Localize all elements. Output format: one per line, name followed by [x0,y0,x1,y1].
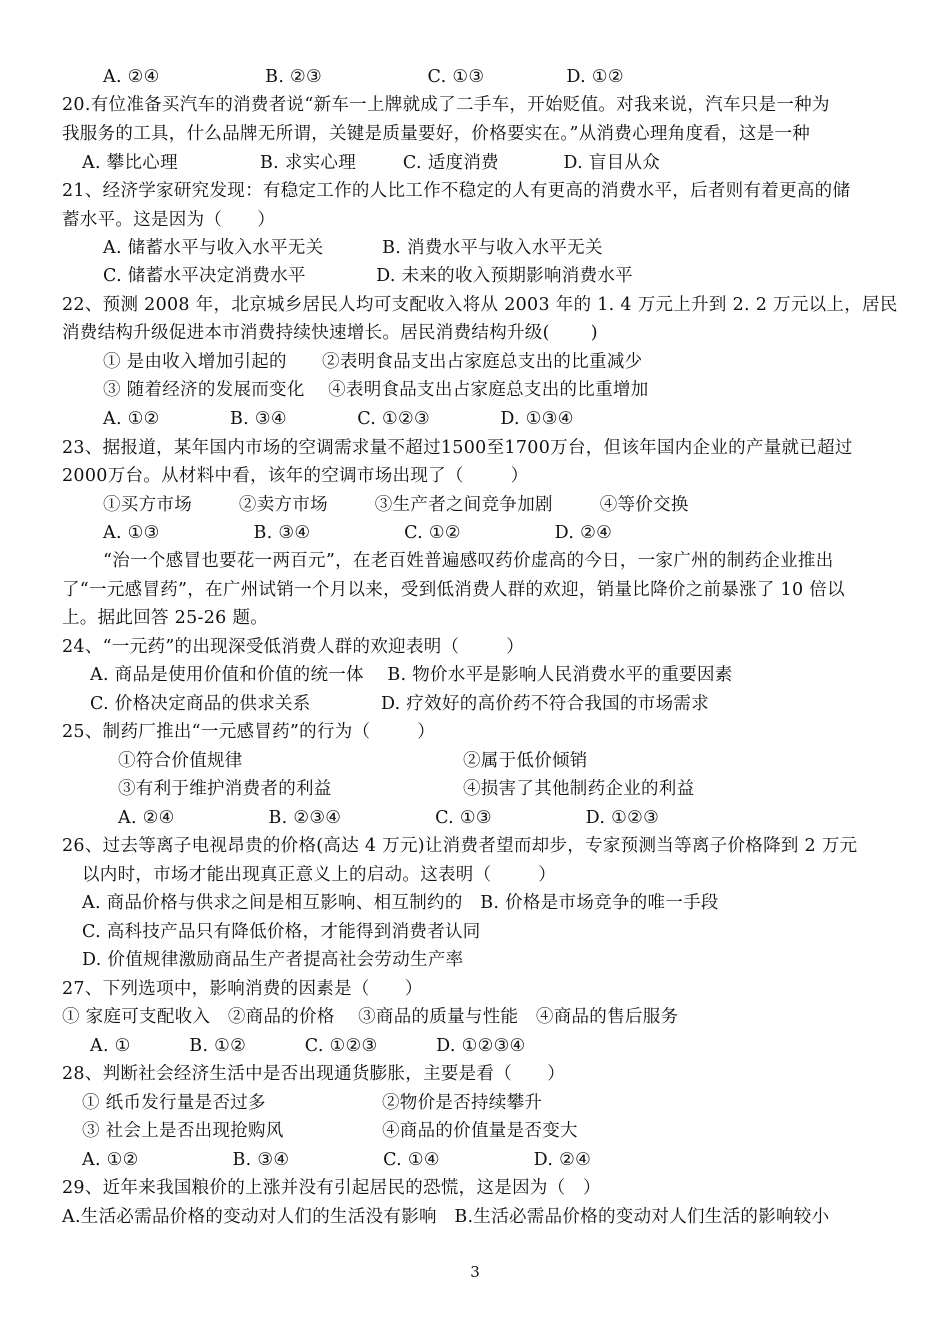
q25-statement-1: ①符合价值规律 [118,751,243,771]
q28-stem: 28、判断社会经济生活中是否出现通货膨胀，主要是看（ ） [62,1064,566,1084]
material-line1: “治一个感冒也要花一两百元”，在老百姓普遍感叹药价虚高的今日，一家广州的制药企业推出 [103,551,834,571]
q28-statement-4: ④商品的价值量是否变大 [382,1121,578,1141]
q25-statement-2: ②属于低价倾销 [463,751,588,771]
q26-options-ab: A. 商品价格与供求之间是相互影响、相互制约的 B. 价格是市场竞争的唯一手段 [82,893,719,913]
q24-options-cd: C. 价格决定商品的供求关系 D. 疗效好的高价药不符合我国的市场需求 [90,694,709,714]
q28-statement-3: ③ 社会上是否出现抢购风 [82,1121,284,1141]
q26-option-c: C. 高科技产品只有降低价格，才能得到消费者认同 [82,922,481,942]
material-line3: 上。据此回答 25-26 题。 [62,608,269,628]
q22-options: A. ①② B. ③④ C. ①②③ D. ①③④ [103,409,574,429]
q20-stem-line1: 20.有位准备买汽车的消费者说“新车一上牌就成了二手车，开始贬值。对我来说，汽车只是一种为 [62,95,830,115]
q27-stem: 27、下列选项中，影响消费的因素是（ ） [62,979,423,999]
q24-options-ab: A. 商品是使用价值和价值的统一体 B. 物价水平是影响人民消费水平的重要因素 [90,665,733,685]
q25-options: A. ②④ B. ②③④ C. ①③ D. ①②③ [118,808,660,828]
q21-options-cd: C. 储蓄水平决定消费水平 D. 未来的收入预期影响消费水平 [103,266,633,286]
q22-statements-12: ① 是由收入增加引起的 ②表明食品支出占家庭总支出的比重减少 [103,352,643,372]
q21-stem-line1: 21、经济学家研究发现：有稳定工作的人比工作不稳定的人有更高的消费水平，后者则有着更高的储 [62,181,851,201]
q22-stem-line2: 消费结构升级促进本市消费持续快速增长。居民消费结构升级( ) [62,323,598,343]
q28-statement-2: ②物价是否持续攀升 [382,1093,543,1113]
q19-options: A. ②④ B. ②③ C. ①③ D. ①② [103,67,624,87]
q21-options-ab: A. 储蓄水平与收入水平无关 B. 消费水平与收入水平无关 [103,238,603,258]
q23-options: A. ①③ B. ③④ C. ①② D. ②④ [103,523,613,543]
q26-stem-line1: 26、过去等离子电视昂贵的价格(高达 4 万元)让消费者望而却步，专家预测当等离子价格降到 2 万元 [62,836,858,856]
page-number: 3 [470,1263,480,1281]
q25-statement-4: ④损害了其他制药企业的利益 [463,779,695,799]
q21-stem-line2: 蓄水平。这是因为（ ） [62,210,276,230]
q22-stem-line1: 22、预测 2008 年，北京城乡居民人均可支配收入将从 2003 年的 1. 4 万元上升到 2. 2 万元以上，居民 [62,295,898,315]
q29-stem: 29、近年来我国粮价的上涨并没有引起居民的恐慌，这是因为（ ） [62,1178,601,1198]
q25-stem: 25、制药厂推出“一元感冒药”的行为（ ） [62,722,436,742]
q27-options: A. ① B. ①② C. ①②③ D. ①②③④ [90,1036,526,1056]
q24-stem: 24、“一元药”的出现深受低消费人群的欢迎表明（ ） [62,637,525,657]
q25-statement-3: ③有利于维护消费者的利益 [118,779,332,799]
material-line2: 了“一元感冒药”，在广州试销一个月以来，受到低消费人群的欢迎，销量比降价之前暴涨了 10 倍以 [62,580,845,600]
q26-stem-line2: 以内时，市场才能出现真正意义上的启动。这表明（ ） [82,865,557,885]
q23-statements: ①买方市场 ②卖方市场 ③生产者之间竞争加剧 ④等价交换 [103,495,689,515]
q23-stem-line1: 23、据报道，某年国内市场的空调需求量不超过1500至1700万台，但该年国内企业的产量就已超过 [62,438,853,458]
q28-statement-1: ① 纸币发行量是否过多 [82,1093,266,1113]
q28-options: A. ①② B. ③④ C. ①④ D. ②④ [82,1150,592,1170]
q20-stem-line2: 我服务的工具，什么品牌无所谓，关键是质量要好，价格要实在。”从消费心理角度看，这是一种 [62,124,811,144]
q29-options-ab: A.生活必需品价格的变动对人们的生活没有影响 B.生活必需品价格的变动对人们生活的影响较小 [62,1207,830,1227]
q20-options: A. 攀比心理 B. 求实心理 C. 适度消费 D. 盲目从众 [82,153,661,173]
q26-option-d: D. 价值规律激励商品生产者提高社会劳动生产率 [82,950,464,970]
q27-statements: ① 家庭可支配收入 ②商品的价格 ③商品的质量与性能 ④商品的售后服务 [62,1007,679,1027]
q23-stem-line2: 2000万台。从材料中看，该年的空调市场出现了（ ） [62,466,529,486]
q22-statements-34: ③ 随着经济的发展而变化 ④表明食品支出占家庭总支出的比重增加 [103,380,649,400]
